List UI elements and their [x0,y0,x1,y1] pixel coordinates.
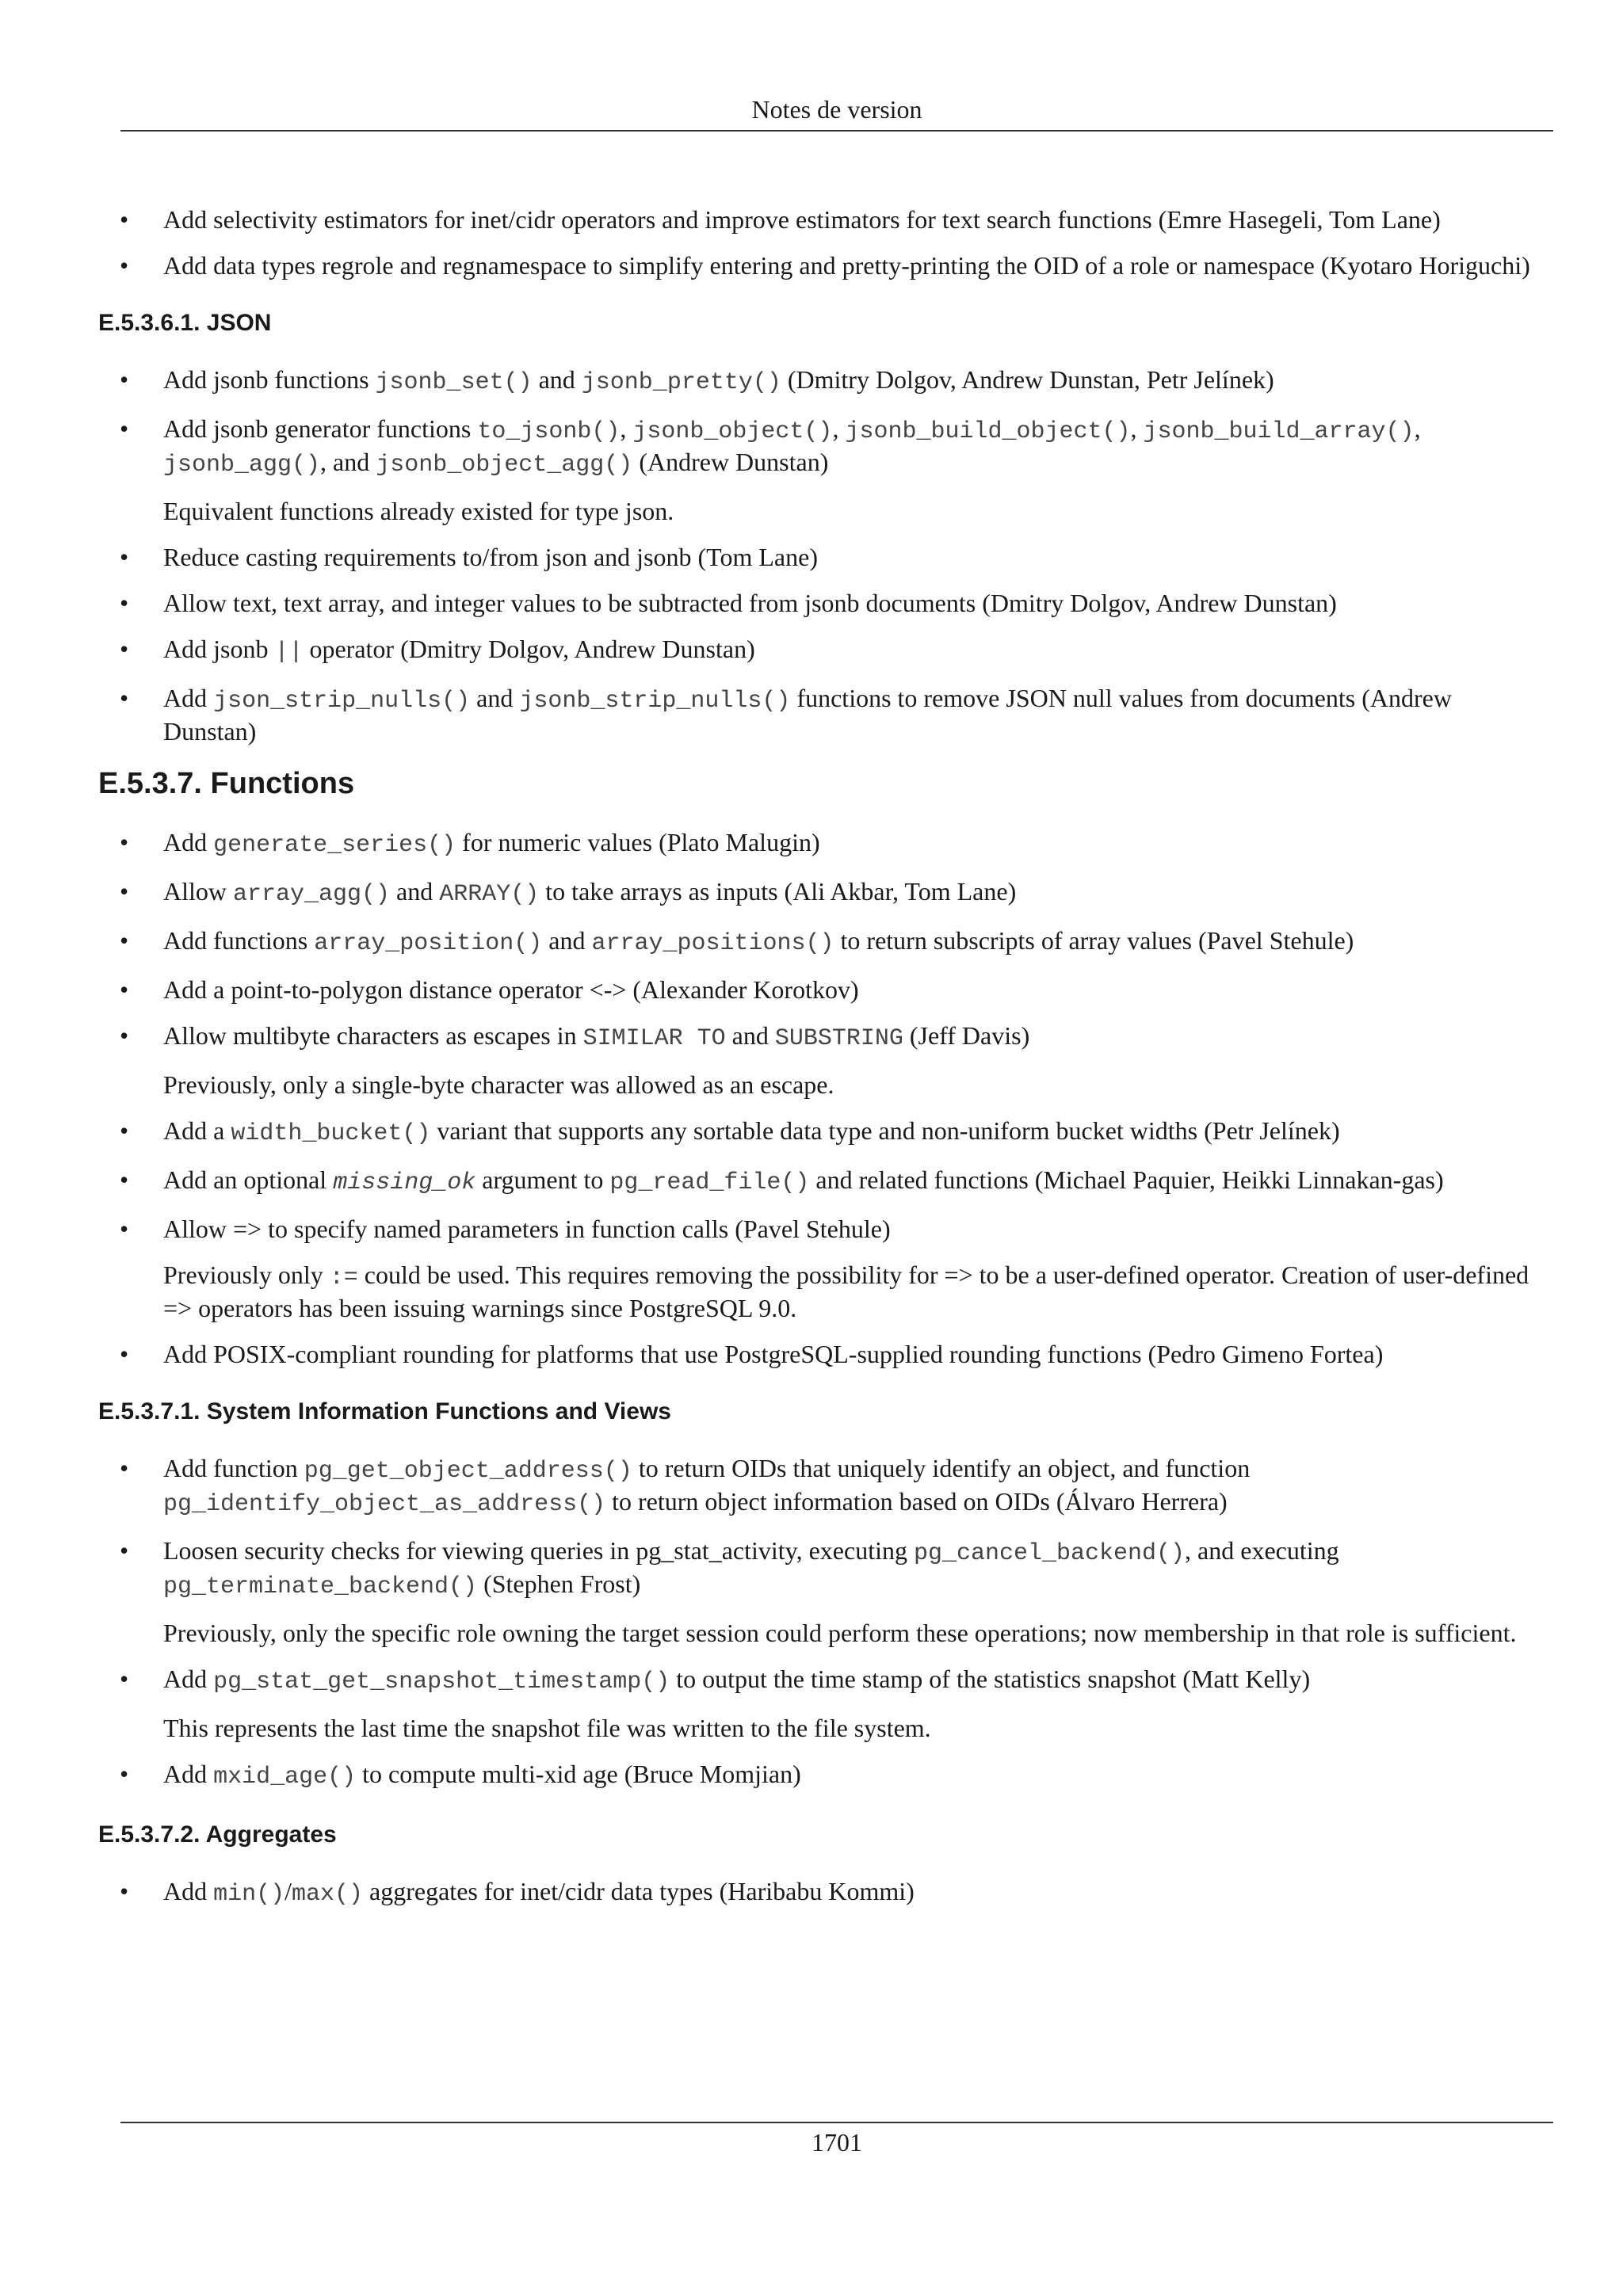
code-span: jsonb_strip_nulls() [519,688,791,715]
list-item [98,414,1549,526]
code-span: jsonb_pretty() [581,369,781,396]
code-span: pg_get_object_address() [304,1458,632,1485]
page-header [120,89,1553,132]
list-item [98,974,1549,1005]
section-heading-json: E.5.3.6.1. JSON [98,310,272,336]
code-span: pg_read_file() [609,1169,810,1196]
list-item [98,925,1549,959]
item-text: • Allow multibyte characters as escapes in SIMILAR TO and SUBSTRING (Jeff Davis) [163,1021,1030,1052]
item-text: • Add jsonb generator functions to_jsonb(), jsonb_object(), jsonb_build_object(), jsonb_build_array(), jsonb_agg(), and jsonb_object_agg() (Andrew Dunstan) [163,414,1421,479]
list-item [98,1020,1549,1100]
code-span: jsonb_set() [375,369,533,396]
top-list [98,204,1549,280]
code-span: || [274,639,304,666]
json-list [98,364,1549,746]
code-span: jsonb_agg() [163,452,321,479]
code-span: mxid_age() [213,1764,357,1791]
list-item [98,588,1549,618]
list-item [98,827,1549,860]
list-item [98,1535,1549,1648]
code-span: pg_identify_object_as_address() [163,1491,606,1518]
code-span: min() [213,1881,285,1908]
item-text: • Add a width_bucket() variant that supports any sortable data type and non-uniform bucket widths (Petr Jelínek) [163,1116,1340,1147]
item-note: Previously, only a single-byte character was allowed as an escape. [163,1070,834,1099]
code-span: jsonb_build_array() [1143,418,1415,445]
list-item [98,542,1549,572]
sysinfo-list [98,1453,1549,1792]
page-number: 1701 [812,2128,862,2157]
item-text: • Add mxid_age() to compute multi-xid age (Bruce Momjian) [163,1760,801,1791]
page-footer [120,2122,1553,2157]
list-item [98,1759,1549,1792]
item-note: Previously, only the specific role owning the target session could perform these operations; now membership in that role is sufficient. [163,1619,1517,1647]
item-text: • Add data types regrole and regnamespace to simplify entering and pretty-printing the OID of a role or namespace (Kyotaro Horiguchi) [163,251,1530,280]
list-item [98,1165,1549,1198]
code-span: pg_cancel_backend() [913,1540,1186,1567]
item-note: Equivalent functions already existed for type json. [163,497,674,525]
section-heading-functions: E.5.3.7. Functions [98,767,355,800]
code-span: array_positions() [591,930,834,957]
code-span: ARRAY() [439,881,540,908]
code-span: SIMILAR TO [582,1025,726,1052]
list-item [98,250,1549,280]
code-span: width_bucket() [231,1120,431,1147]
code-span: pg_stat_get_snapshot_timestamp() [213,1669,670,1695]
item-text: • Add min()/max() aggregates for inet/cidr data types (Haribabu Kommi) [163,1877,915,1908]
list-item [98,683,1549,746]
item-text: • Allow => to specify named parameters in function calls (Pavel Stehule) [163,1215,891,1243]
code-span: pg_terminate_backend() [163,1573,478,1600]
item-text: • Add json_strip_nulls() and jsonb_strip_nulls() functions to remove JSON null values from documents (Andrew Dunstan) [163,684,1452,746]
item-text: • Add POSIX-compliant rounding for platforms that use PostgreSQL-supplied rounding functions (Pedro Gimeno Fortea) [163,1340,1384,1368]
list-item [98,1664,1549,1743]
code-span: array_agg() [233,881,391,908]
item-text: • Allow array_agg() and ARRAY() to take arrays as inputs (Ali Akbar, Tom Lane) [163,877,1017,908]
item-text: • Reduce casting requirements to/from json and jsonb (Tom Lane) [163,543,818,571]
item-text: • Allow text, text array, and integer values to be subtracted from jsonb documents (Dmitry Dolgov, Andrew Dunstan) [163,589,1337,617]
item-text: • Add pg_stat_get_snapshot_timestamp() to output the time stamp of the statistics snapshot (Matt Kelly) [163,1665,1311,1695]
document-body [98,204,1549,1925]
code-span: generate_series() [213,832,456,859]
item-text: • Add generate_series() for numeric values (Plato Malugin) [163,828,820,859]
item-note: Previously only := could be used. This requires removing the possibility for => to be a user-defined operator. Creation of user-defined => operators has been issuing warnings since PostgreSQL 9.0. [163,1261,1529,1322]
code-span: to_jsonb() [477,418,621,445]
list-item [98,1116,1549,1149]
code-span: json_strip_nulls() [213,688,471,715]
list-item [98,204,1549,235]
code-span-italic: missing_ok [333,1169,476,1196]
code-span: := [329,1264,358,1291]
list-item [98,1214,1549,1323]
code-span: jsonb_object_agg() [376,452,633,479]
code-span: max() [292,1881,364,1908]
item-text: • Add function pg_get_object_address() to return OIDs that uniquely identify an object, and function pg_identify_object_as_address() to return object information based on OIDs (Álvaro Herrera) [163,1454,1251,1518]
item-text: • Add jsonb functions jsonb_set() and jsonb_pretty() (Dmitry Dolgov, Andrew Dunstan, Petr Jelínek) [163,365,1274,396]
list-item [98,1339,1549,1369]
item-text: • Loosen security checks for viewing queries in pg_stat_activity, executing pg_cancel_backend(), and executing pg_terminate_backend() (Stephen Frost) [163,1536,1339,1600]
list-item [98,1453,1549,1520]
running-header-title: Notes de version [751,95,922,124]
item-text: • Add jsonb || operator (Dmitry Dolgov, Andrew Dunstan) [163,635,755,666]
code-span: jsonb_object() [632,418,833,445]
item-text: • Add a point-to-polygon distance operator <-> (Alexander Korotkov) [163,975,859,1004]
functions-list [98,827,1549,1369]
item-note: This represents the last time the snapshot file was written to the file system. [163,1714,931,1742]
item-text: • Add an optional missing_ok argument to pg_read_file() and related functions (Michael Paquier, Heikki Linnakan-gas) [163,1165,1444,1196]
list-item [98,634,1549,667]
list-item [98,1876,1549,1909]
section-heading-system-info: E.5.3.7.1. System Information Functions and Views [98,1398,671,1425]
aggregates-list [98,1876,1549,1909]
list-item [98,876,1549,910]
item-text: • Add selectivity estimators for inet/cidr operators and improve estimators for text search functions (Emre Hasegeli, Tom Lane) [163,205,1441,234]
code-span: SUBSTRING [774,1025,903,1052]
section-heading-aggregates: E.5.3.7.2. Aggregates [98,1821,337,1848]
item-text: • Add functions array_position() and array_positions() to return subscripts of array values (Pavel Stehule) [163,926,1354,957]
code-span: jsonb_build_object() [845,418,1131,445]
code-span: array_position() [314,930,543,957]
list-item [98,364,1549,398]
